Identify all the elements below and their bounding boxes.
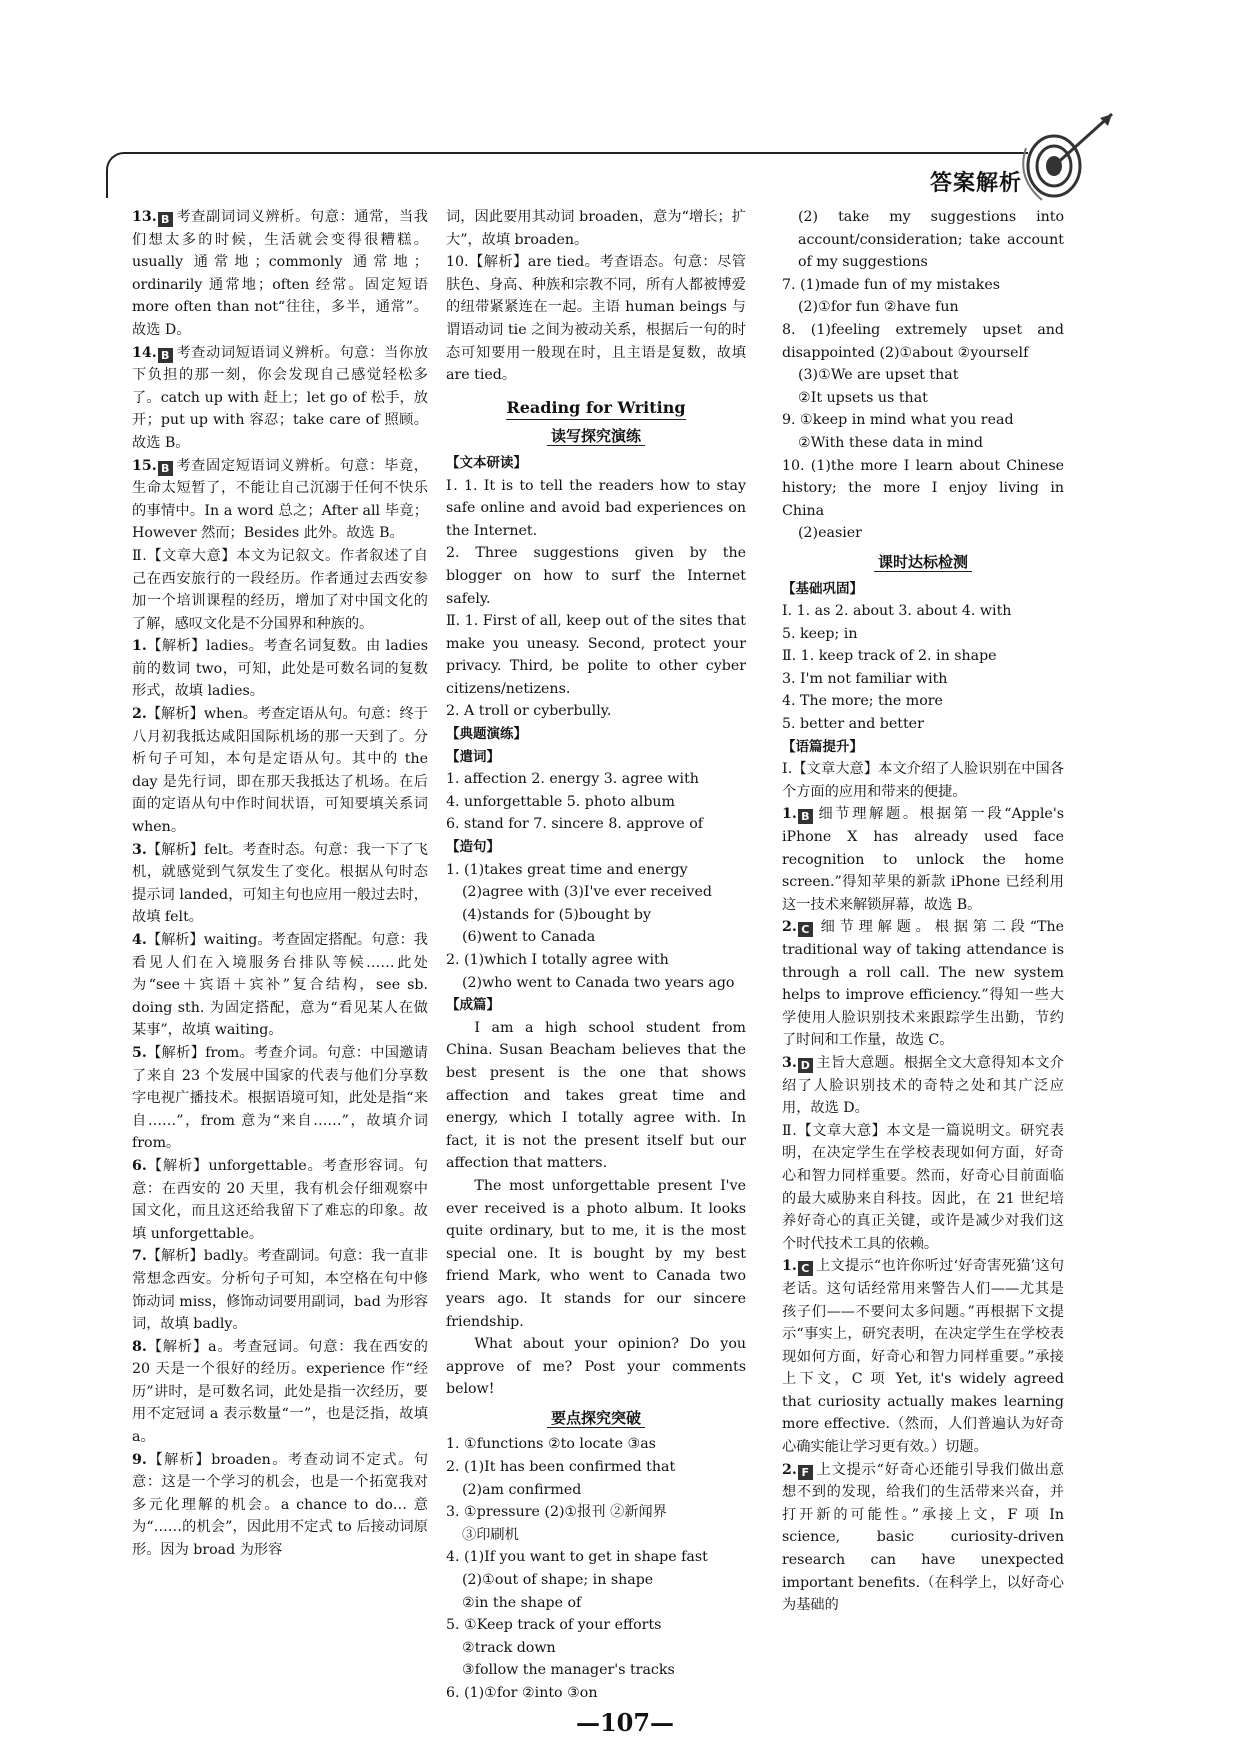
item-text: 上文提示“也许你听过‘好奇害死猫’这句老话。这句话经常用来警告人们——尤其是孩子们——不要问太多问题。”再根据下文提示“事实上，研究表明，在决定学生在学校表现如何方面，好奇心和智力同样重要。”承接上下文，C 项 Yet, it's widely agreed that curiosity actually makes learning more effective.（然而，人们普遍认为好奇心确实能让学习更有效。）切题。: [782, 1258, 1064, 1456]
item-number: 15.: [132, 457, 157, 474]
page-number: —107—: [575, 1708, 675, 1737]
answer-line: (6)went to Canada: [462, 929, 596, 946]
item-text: 【解析】badly。考查副词。句意：我一直非常想念西安。分析句子可知，本空格在句中修饰动词 miss，修饰动词要用副词，bad 为形容词，故填 badly。: [132, 1248, 428, 1333]
section-title-lesson-test: 课时达标检测: [782, 551, 1064, 574]
item-number: 2.: [782, 1461, 797, 1478]
answer-line: ②in the shape of: [462, 1594, 582, 1611]
answer-item: [132, 839, 428, 929]
item-text: 主旨大意题。根据全文大意得知本文介绍了人脸识别技术的奇特之处和其广泛应用，故选 D。: [782, 1054, 1064, 1117]
answer-line: 1. affection 2. energy 3. agree with: [446, 771, 699, 788]
answer-item: [132, 1155, 428, 1245]
answer-line: 6. stand for 7. sincere 8. approve of: [446, 816, 704, 833]
answer-line: (2)agree with (3)I've ever received: [462, 884, 712, 901]
answer-line: 3. I'm not familiar with: [782, 670, 948, 687]
answer-badge: F: [798, 1465, 813, 1480]
item-text: 考查副词词义辨析。句意：通常，当我们想太多的时候，生活就会变得很糟糕。usually 通常地；commonly 通常地；ordinarily 通常地；often 经常。固定短语 more often than not“往往，多半，通常”。故选 D。: [132, 209, 428, 338]
answer-item: [782, 1052, 1064, 1120]
answer-line: 8. (1)feeling extremely upset and disappointed (2)①about ②yourself: [782, 321, 1064, 361]
item-number: 3.: [132, 841, 147, 858]
reading-answers: [782, 758, 1064, 1617]
subsection-label: 【基础巩固】: [782, 580, 863, 597]
answer-line: 2. (1)which I totally agree with: [446, 952, 669, 968]
answer-line: ②track down: [462, 1639, 556, 1656]
answer-line: ③follow the manager's tracks: [462, 1662, 675, 1679]
basic-answers: [782, 600, 1064, 736]
answer-item: [782, 1120, 1064, 1256]
answer-line: 4. (1)If you want to get in shape fast: [446, 1549, 708, 1566]
subsection-label: 【文本研读】: [446, 454, 527, 471]
answer-item: [782, 1255, 1064, 1458]
answer-line: 10. (1)the more I learn about Chinese history; the more I enjoy living in China: [782, 457, 1064, 519]
answer-line: 1. (1)takes great time and energy: [446, 861, 688, 878]
item-number: 13.: [132, 209, 157, 225]
answer-header-bar: [106, 152, 1028, 198]
item-text: 【解析】when。考查定语从句。句意：终于八月初我抵达咸阳国际机场的那一天到了。分析句子可知，本句是定语从句。其中的 the day 是先行词，即在那天我抵达了机场。在后面的定语从句中作时间状语，可知要填关系词 when。: [132, 706, 428, 836]
answer-line: 2. (1)It has been confirmed that: [446, 1459, 676, 1476]
word-answers: [446, 768, 746, 836]
answer-item: [782, 1459, 1064, 1617]
essay-paragraph: The most unforgettable present I've ever received is a photo album. It looks quite ordinary, but to me, it is the most special one. It is bought by my best friend Mark, who went to Canada two years ago. It stands for our sincere friendship.: [446, 1177, 746, 1330]
item-number: 2.: [132, 706, 147, 723]
answer-line: (2)①for fun ②have fun: [798, 299, 959, 316]
target-arrow-icon: [1012, 108, 1122, 204]
answer-line: 3. ①pressure (2)①报刊 ②新闻界: [446, 1504, 667, 1521]
item-text: 上文提示“好奇心还能引导我们做出意想不到的发现，给我们的生活带来兴奋，并打开新的可能性。”承接上文，F 项 In science, basic curiosity-driven research can have unexpected important benefits.（在科学上，以好奇心为基础的: [782, 1461, 1064, 1614]
subsection-label: 【典题演练】: [446, 726, 527, 743]
answer-badge: B: [158, 212, 173, 227]
item-number: 6.: [132, 1157, 147, 1174]
item-text: 考查固定短语词义辨析。句意：毕竟，生命太短暂了，不能让自己沉溺于任何不快乐的事情中。In a word 总之；After all 毕竟；However 然而；Besides 此外。故选 B。: [132, 457, 428, 542]
item-number: 1.: [782, 1258, 797, 1275]
answer-item: [132, 635, 428, 703]
answer-line: (3)①We are upset that: [798, 367, 959, 384]
answer-badge: C: [798, 1261, 813, 1276]
answer-item: [782, 916, 1064, 1052]
subsection-label: 【语篇提升】: [782, 738, 863, 755]
answer-item: [132, 1245, 428, 1335]
item-text: 【解析】broaden。考查动词不定式。句意：这是一个学习的机会，也是一个拓宽我对多元化理解的机会。a chance to do… 意为“……的机会”，因此用不定式 to 后接动词原形。因为 broad 为形容: [132, 1451, 428, 1559]
item-text: 【解析】unforgettable。考查形容词。句意：在西安的 20 天里，我有机会仔细观察中国文化，而且这还给我留下了难忘的印象。故填 unforgettable。: [132, 1157, 428, 1242]
item-number: 7.: [132, 1248, 147, 1265]
reading-for-writing-heading: Reading for Writing: [446, 397, 746, 420]
answer-item: [782, 758, 1064, 803]
answer-line: 6. (1)①for ②into ③on: [446, 1685, 598, 1701]
item-number: 1.: [132, 638, 147, 655]
item-number: 5.: [132, 1044, 147, 1061]
answer-badge: B: [158, 461, 173, 476]
item-number: 4.: [132, 932, 147, 948]
section-title-reading-writing: 读写探究演练: [446, 425, 746, 448]
answer-line: 5. ①Keep track of your efforts: [446, 1617, 662, 1634]
answer-line: (4)stands for (5)bought by: [462, 906, 652, 923]
answer-line: Ⅱ. 1. First of all, keep out of the sites that make you uneasy. Second, protect your privacy. Third, be polite to other cyber citizens/netizens.: [446, 613, 746, 697]
answer-badge: C: [798, 922, 813, 937]
text-study-answers: [446, 475, 746, 724]
answer-item: [132, 206, 428, 342]
answer-line: (2)am confirmed: [462, 1481, 582, 1498]
answer-line: 7. (1)made fun of my mistakes: [782, 276, 1001, 293]
item-text: 【解析】ladies。考查名词复数。由 ladies 前的数词 two，可知，此处是可数名词的复数形式，故填 ladies。: [132, 638, 428, 700]
answer-line: 5. keep; in: [782, 625, 858, 642]
answer-line: 4. unforgettable 5. photo album: [446, 793, 675, 810]
answer-badge: D: [798, 1058, 813, 1073]
item-text: 【解析】from。考查介词。句意：中国邀请了来自 23 个发展中国家的代表与他们分享数字电视广播技术。根据语境可知，此处是指“来自……”，from 意为“来自……”，故填介词 from。: [132, 1044, 428, 1152]
item-text: 【解析】a。考查冠词。句意：我在西安的 20 天是一个很好的经历。experience 作“经历”讲时，是可数名词，此处是指一次经历，要用不定冠词 a 表示数量“一”，也是泛指，故填 a。: [132, 1338, 428, 1446]
item-number: 3.: [782, 1054, 797, 1071]
answer-line: 4. The more; the more: [782, 693, 943, 710]
sample-essay: [446, 1017, 746, 1401]
subsection-label: 【造句】: [446, 839, 500, 856]
item-text: Ⅰ.【文章大意】本文介绍了人脸识别在中国各个方面的应用和带来的便捷。: [782, 761, 1064, 800]
answer-item: [132, 342, 428, 455]
item-text: Ⅱ.【文章大意】本文为记叙文。作者叙述了自己在西安旅行的一段经历。作者通过去西安参加一个培训课程的经历，增加了对中国文化的了解，感叹文化是不分国界和种族的。: [132, 547, 428, 632]
item-text: 细节理解题。根据第一段“Apple's iPhone X has already used face recognition to unlock the home screen.”得知苹果的新款 iPhone 已经利用这一技术来解锁屏幕，故选 B。: [782, 806, 1064, 913]
answer-item: [132, 1042, 428, 1155]
key-point-answers-cont: [782, 206, 1064, 545]
answer-badge: B: [158, 348, 173, 363]
left-column: [132, 206, 428, 1562]
item-text: 细节理解题。根据第二段“The traditional way of taking attendance is through a roll call. The new system helps to improve efficiency.”得知一些大学使用人脸识别技术来跟踪学生出勤，节约了时间和工作量，故选 C。: [782, 919, 1064, 1049]
answer-line: ②With these data in mind: [798, 434, 983, 451]
answer-item: [132, 455, 428, 545]
item-number: 14.: [132, 344, 157, 361]
answer-line: (2) take my suggestions into account/consideration; take account of my suggestions: [798, 209, 1064, 271]
answer-item: [132, 1336, 428, 1449]
answer-item-10: 10.【解析】are tied。考查语态。句意：尽管肤色、身高、种族和宗教不同，所有人都被博爱的纽带紧紧连在一起。主语 human beings 与谓语动词 tie 之间为被动关系，根据后一句的时态可知要用一般现在时，且主语是复数，故填 are tied。: [446, 254, 746, 384]
answer-line: Ⅰ. 1. It is to tell the readers how to stay safe online and avoid bad experiences on the Internet.: [446, 477, 746, 539]
subsection-label: 【成篇】: [446, 997, 500, 1014]
answer-item: [132, 1449, 428, 1562]
answer-line: ②It upsets us that: [798, 389, 928, 406]
item-number: 1.: [782, 806, 797, 823]
answer-line: 9. ①keep in mind what you read: [782, 412, 1014, 429]
key-point-answers: [446, 1433, 746, 1704]
essay-paragraph: What about your opinion? Do you approve of me? Post your comments below!: [446, 1336, 746, 1398]
right-column: [782, 206, 1064, 1617]
header-title: 答案解析: [929, 171, 1022, 196]
answer-line: (2)easier: [798, 525, 862, 542]
item-number: 8.: [132, 1338, 147, 1355]
answer-item: [132, 545, 428, 635]
answer-line: 2. A troll or cyberbully.: [446, 703, 612, 720]
answer-line: 5. better and better: [782, 716, 924, 733]
answer-line: 1. ①functions ②to locate ③as: [446, 1436, 656, 1453]
paragraph: 词，因此要用其动词 broaden，意为“增长；扩大”，故填 broaden。: [446, 209, 746, 248]
item-number: 2.: [782, 919, 797, 936]
subsection-label: 【遣词】: [446, 748, 500, 765]
answer-badge: B: [798, 809, 813, 824]
item-text: 【解析】waiting。考查固定搭配。句意：我看见人们在入境服务台排队等候……此处为“see＋宾语＋宾补”复合结构，see sb. doing sth. 为固定搭配，意为“看见某人在做某事”，故填 waiting。: [132, 932, 428, 1039]
answer-item: [132, 703, 428, 839]
essay-paragraph: I am a high school student from China. Susan Beacham believes that the best present is the one that shows affection and takes great time and energy, which I totally agree with. In fact, it is not the present itself but our affection that matters.: [446, 1019, 746, 1172]
answer-line: ③印刷机: [462, 1526, 519, 1543]
item-text: 考查动词短语词义辨析。句意：当你放下负担的那一刻，你会发现自己感觉轻松多了。catch up with 赶上；let go of 松手，放开；put up with 容忍；take care of 照顾。故选 B。: [132, 344, 428, 451]
answer-item: [782, 803, 1064, 916]
middle-column: [446, 206, 746, 1705]
answer-line: (2)who went to Canada two years ago: [462, 974, 735, 991]
item-number: 9.: [132, 1451, 147, 1468]
answer-line: (2)①out of shape; in shape: [462, 1572, 654, 1589]
item-text: 【解析】felt。考查时态。句意：我一下了飞机，就感觉到气氛发生了变化。根据从句时态提示词 landed，可知主句也应用一般过去时，故填 felt。: [132, 841, 428, 926]
answer-line: Ⅰ. 1. as 2. about 3. about 4. with: [782, 603, 1012, 620]
section-title-key-points: 要点探究突破: [446, 1407, 746, 1430]
answer-line: 2. Three suggestions given by the blogger on how to surf the Internet safely.: [446, 545, 746, 607]
answer-item: [132, 929, 428, 1042]
item-text: Ⅱ.【文章大意】本文是一篇说明文。研究表明，在决定学生在学校表现如何方面，好奇心和智力同样重要。然而，好奇心目前面临的最大威胁来自科技。因此，在 21 世纪培养好奇心的真正关键，或许是减少对我们这个时代技术工具的依赖。: [782, 1122, 1064, 1252]
answer-line: Ⅱ. 1. keep track of 2. in shape: [782, 648, 997, 665]
sentence-answers: [446, 859, 746, 995]
